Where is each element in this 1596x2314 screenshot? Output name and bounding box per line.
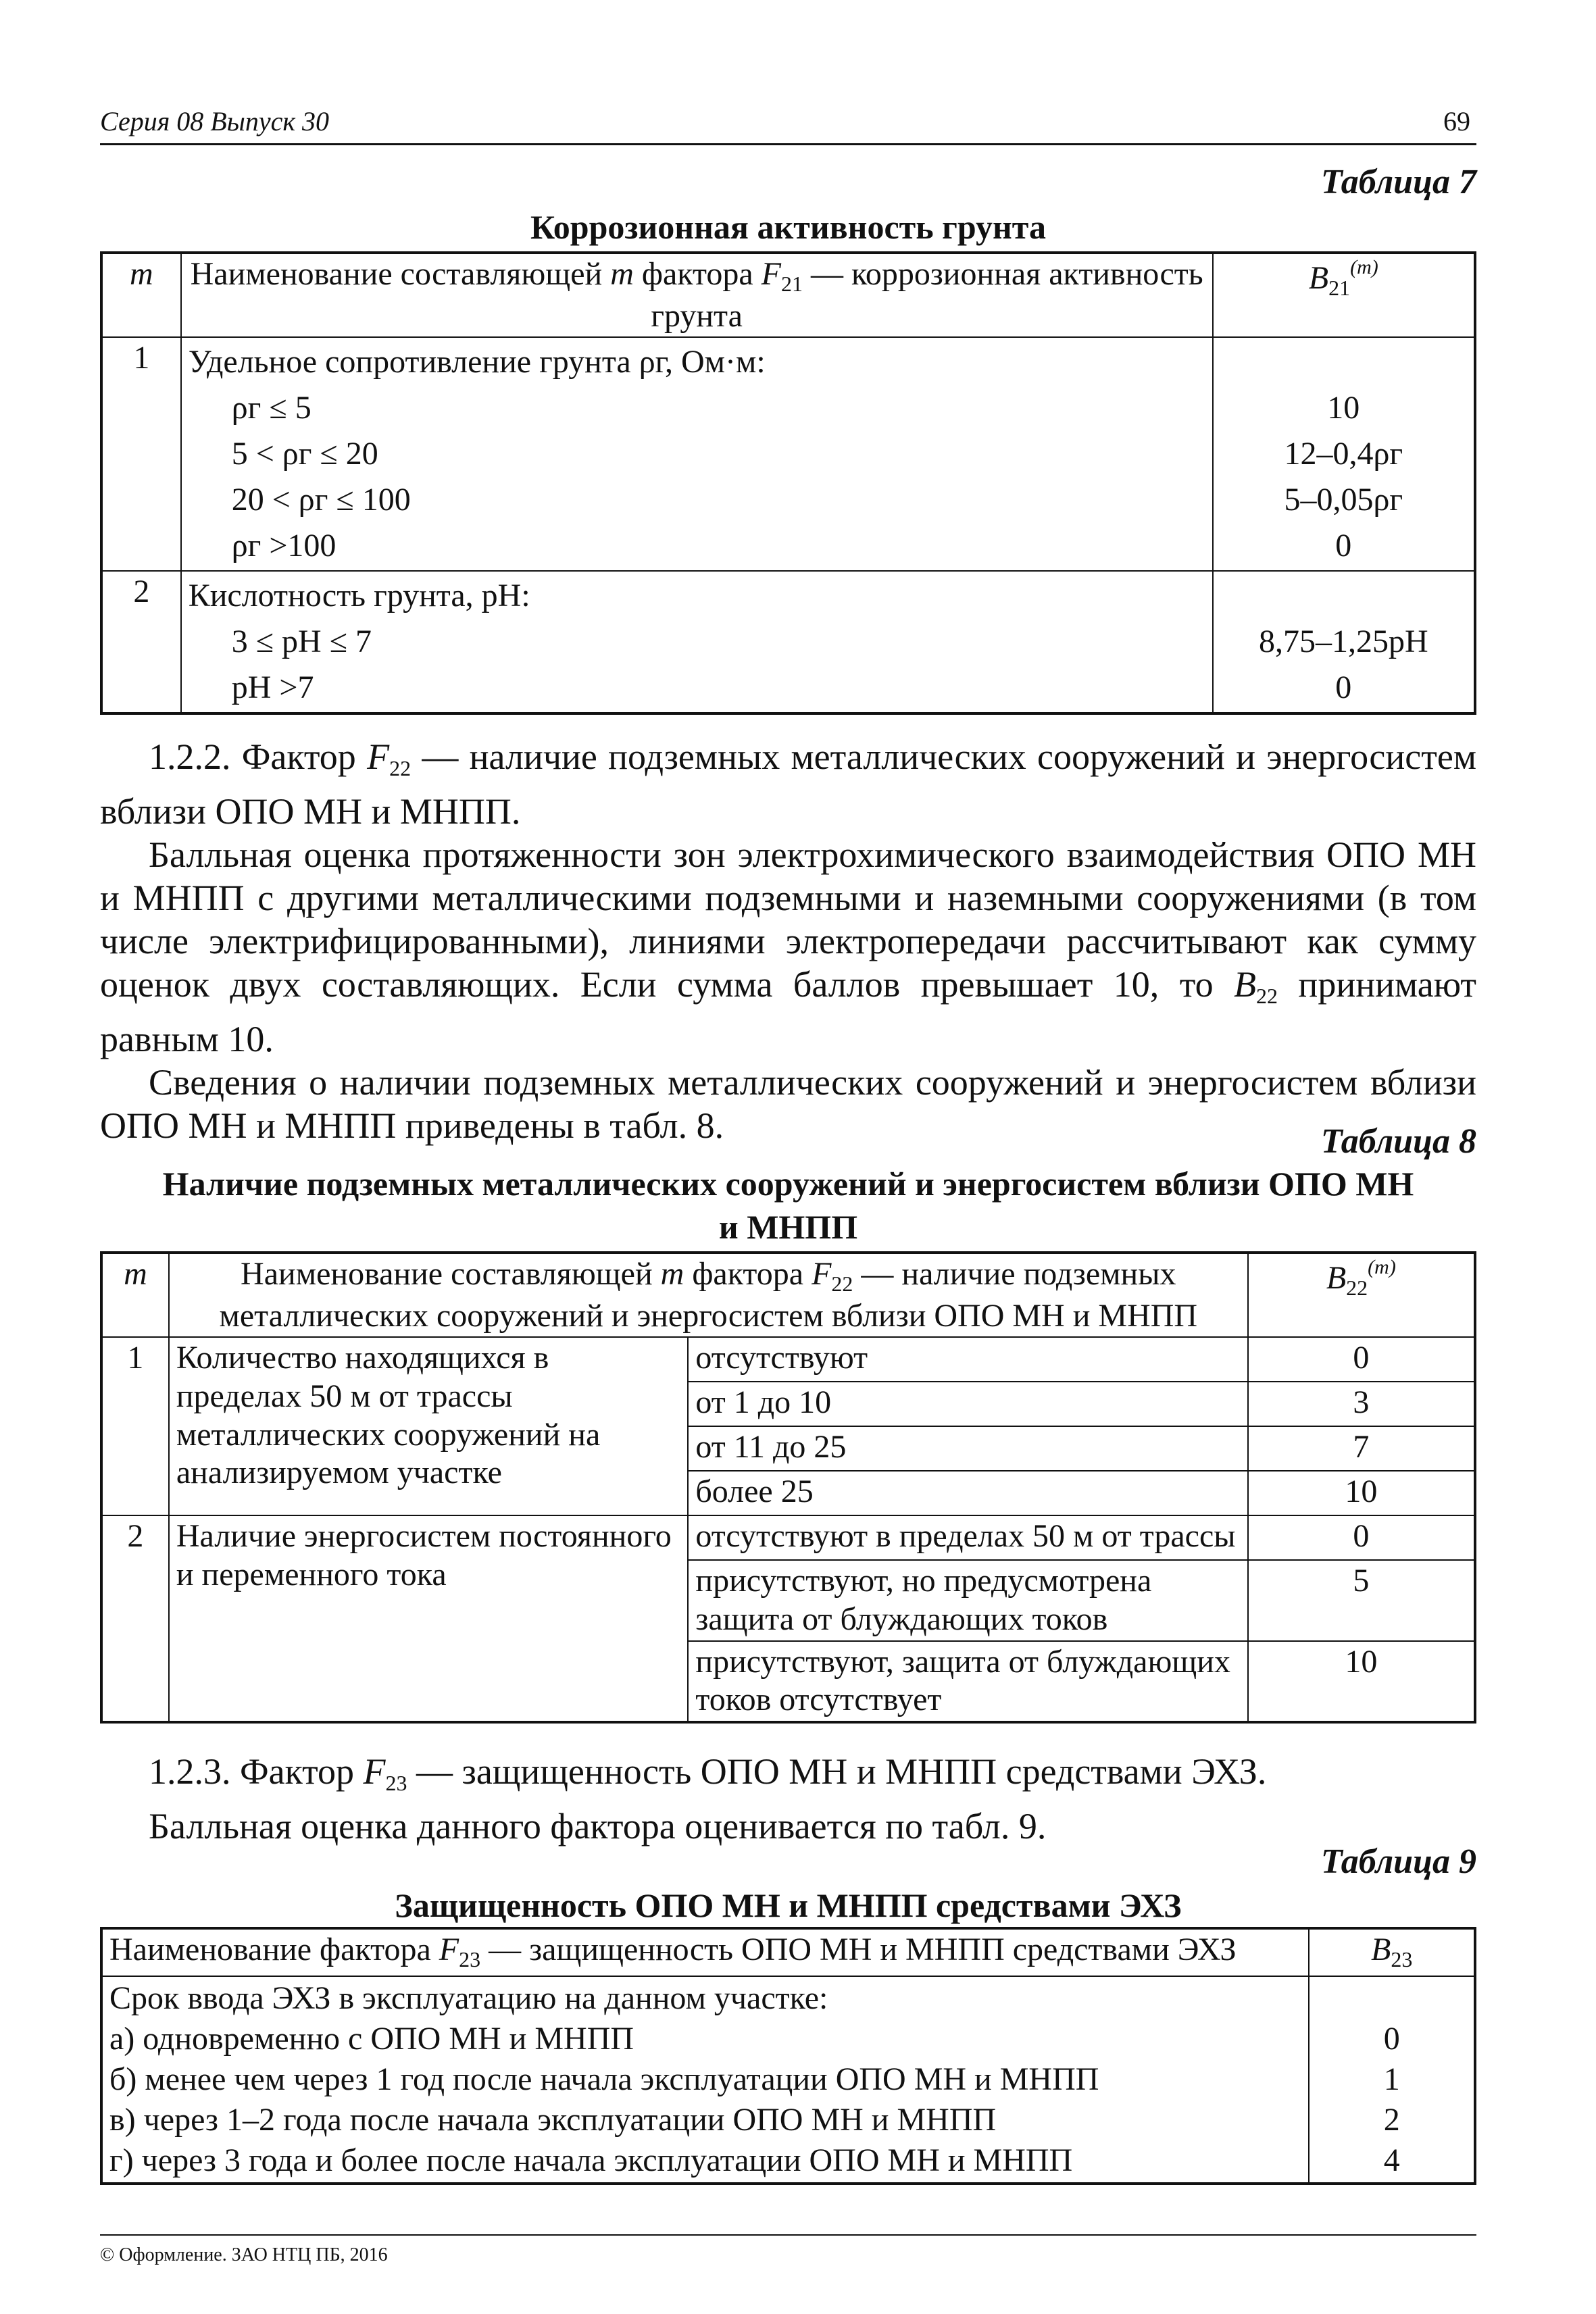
table8-row1-name: Количество находящихся в пределах 50 м от трассы металлических сооружений на анализируемом участке (169, 1337, 689, 1515)
table7-row2-values (1213, 571, 1475, 713)
table8-row1-val2: 3 (1248, 1382, 1475, 1426)
table9-caption: Таблица 9 (1320, 1842, 1476, 1881)
table-row (101, 337, 1475, 571)
table9-col-name: Наименование фактора $F_{23}$ — защищенность ОПО МН и МНПП средствами ЭХЗ (101, 1928, 1309, 1976)
table7-caption: Таблица 7 (1320, 163, 1476, 201)
table7-header-row (101, 253, 1475, 337)
table8-row2-name: Наличие энергосистем постоянного и переменного тока (169, 1515, 689, 1722)
table8-row2-opt3: присутствуют, защита от блуждающих токов отсутствует (688, 1641, 1247, 1722)
table9-row-c: в) через 1–2 года после начала эксплуатации ОПО МН и МНПП (109, 2102, 997, 2138)
table8-col-b: $B_{22}^{(m)}$ (1248, 1253, 1475, 1337)
table7-row1-heading: Удельное сопротивление грунта ρг, Ом·м: (188, 344, 766, 380)
table7-row1-name (181, 337, 1213, 571)
table8-title-line1: Наличие подземных металлических сооружений и энергосистем вблизи ОПО МН (162, 1165, 1414, 1203)
table8-row1-opt4: более 25 (688, 1471, 1247, 1515)
table9-values (1309, 1976, 1475, 2184)
section-123-p2: Балльная оценка данного фактора оценивается по табл. 9. (149, 1806, 1047, 1846)
table9-body (101, 1976, 1309, 2184)
table7-row1-line1: ρг ≤ 5 (231, 390, 311, 426)
table8-row2-opt1: отсутствуют в пределах 50 м от трассы (688, 1515, 1247, 1560)
table7-row1-m: 1 (101, 337, 181, 571)
table9-title: Защищенность ОПО МН и МНПП средствами ЭХЗ (395, 1886, 1182, 1924)
table7-row2-m: 2 (101, 571, 181, 713)
section-122-p2: Балльная оценка протяженности зон электрохимического взаимодействия ОПО МН и МНПП с другими металлическими подземными и наземными сооружениями (в том числе электрифицированными), линиями электропередачи рассчитывают как сумму оценок двух составляющих. Если сумма баллов превышает 10, то $B_{22}$ принимают равным 10. (100, 834, 1477, 1059)
table8-row1-val1: 0 (1248, 1337, 1475, 1382)
table9-heading: Срок ввода ЭХЗ в эксплуатацию на данном участке: (109, 1980, 828, 2016)
table8-row1-opt1: отсутствуют (688, 1337, 1247, 1382)
table7-row1-line4: ρг >100 (231, 528, 336, 564)
table7-row1-line2: 5 < ρг ≤ 20 (231, 436, 378, 472)
footer-rule (100, 2234, 1476, 2236)
table7-row2-line2: pH >7 (231, 670, 314, 706)
table8-row1-opt2: от 1 до 10 (688, 1382, 1247, 1426)
table9-col-b: $B_{23}$ (1309, 1928, 1475, 1976)
table7-col-m: m (101, 253, 181, 337)
table9-value-d: 4 (1383, 2142, 1400, 2178)
table8-title (100, 1162, 1476, 1249)
table9-row-b: б) менее чем через 1 год после начала эксплуатации ОПО МН и МНПП (109, 2061, 1099, 2097)
table8-title-line2: и МНПП (718, 1208, 858, 1246)
section-123 (100, 1750, 1476, 1848)
table7-row1-values (1213, 337, 1475, 571)
table9-value-c: 2 (1383, 2102, 1400, 2138)
table9 (100, 1927, 1476, 2185)
table-row (101, 1976, 1475, 2184)
page-number: 69 (1443, 106, 1470, 136)
section-123-p1: 1.2.3. Фактор $F_{23}$ — защищенность ОПО МН и МНПП средствами ЭХЗ. (149, 1751, 1267, 1795)
table8-row2-opt2: присутствуют, но предусмотрена защита от блуждающих токов (688, 1560, 1247, 1640)
table8-row2-val1: 0 (1248, 1515, 1475, 1560)
table8-col-m: m (101, 1253, 169, 1337)
table7-row2-value1: 8,75–1,25pH (1258, 624, 1428, 660)
footer-copyright: © Оформление. ЗАО НТЦ ПБ, 2016 (100, 2244, 388, 2265)
table8-col-name: Наименование составляющей m фактора $F_{22}$ — наличие подземных металлических сооружений и энергосистем вблизи ОПО МН и МНПП (169, 1253, 1248, 1337)
table9-value-b: 1 (1383, 2061, 1400, 2097)
table7 (100, 251, 1476, 715)
section-122-p1: 1.2.2. Фактор $F_{22}$ — наличие подземных металлических сооружений и энергосистем вблизи ОПО МН и МНПП. (100, 736, 1476, 832)
header-rule (100, 143, 1476, 145)
table7-row1-value1: 10 (1327, 390, 1360, 426)
table7-row1-value2: 12–0,4ρг (1284, 436, 1403, 472)
table9-header-row (101, 1928, 1475, 1976)
table-row (101, 1337, 1475, 1382)
table8-row1-val4: 10 (1248, 1471, 1475, 1515)
table7-row1-value4: 0 (1335, 528, 1352, 564)
table8-row1-opt3: от 11 до 25 (688, 1426, 1247, 1471)
section-122 (100, 735, 1476, 1147)
table8-row1-val3: 7 (1248, 1426, 1475, 1471)
table7-row2-heading: Кислотность грунта, pH: (188, 578, 530, 614)
table8-row2-val3: 10 (1248, 1641, 1475, 1722)
table8-header-row (101, 1253, 1475, 1337)
table8-row2-val2: 5 (1248, 1560, 1475, 1640)
table8 (100, 1251, 1476, 1724)
table7-col-name: Наименование составляющей m фактора $F_{21}$ — коррозионная активность грунта (181, 253, 1213, 337)
table9-row-d: г) через 3 года и более после начала эксплуатации ОПО МН и МНПП (109, 2142, 1073, 2178)
table-row (101, 1515, 1475, 1560)
table8-row1-m: 1 (101, 1337, 169, 1515)
table8-row2-m: 2 (101, 1515, 169, 1722)
series-label: Серия 08 Выпуск 30 (100, 106, 330, 136)
table-row (101, 571, 1475, 713)
table7-row2-name (181, 571, 1213, 713)
table7-row2-line1: 3 ≤ pH ≤ 7 (231, 624, 372, 660)
table7-row2-value2: 0 (1335, 670, 1352, 706)
table7-title: Коррозионная активность грунта (530, 208, 1046, 246)
table9-value-a: 0 (1383, 2021, 1400, 2057)
section-122-p3: Сведения о наличии подземных металлических сооружений и энергосистем вблизи ОПО МН и МНПП приведены в табл. 8. (100, 1062, 1476, 1146)
table8-caption: Таблица 8 (1320, 1122, 1476, 1161)
table7-row1-line3: 20 < ρг ≤ 100 (231, 482, 411, 518)
table7-col-b: $B_{21}^{(m)}$ (1213, 253, 1475, 337)
table7-row1-value3: 5–0,05ρг (1284, 482, 1403, 518)
table9-row-a: а) одновременно с ОПО МН и МНПП (109, 2021, 634, 2057)
